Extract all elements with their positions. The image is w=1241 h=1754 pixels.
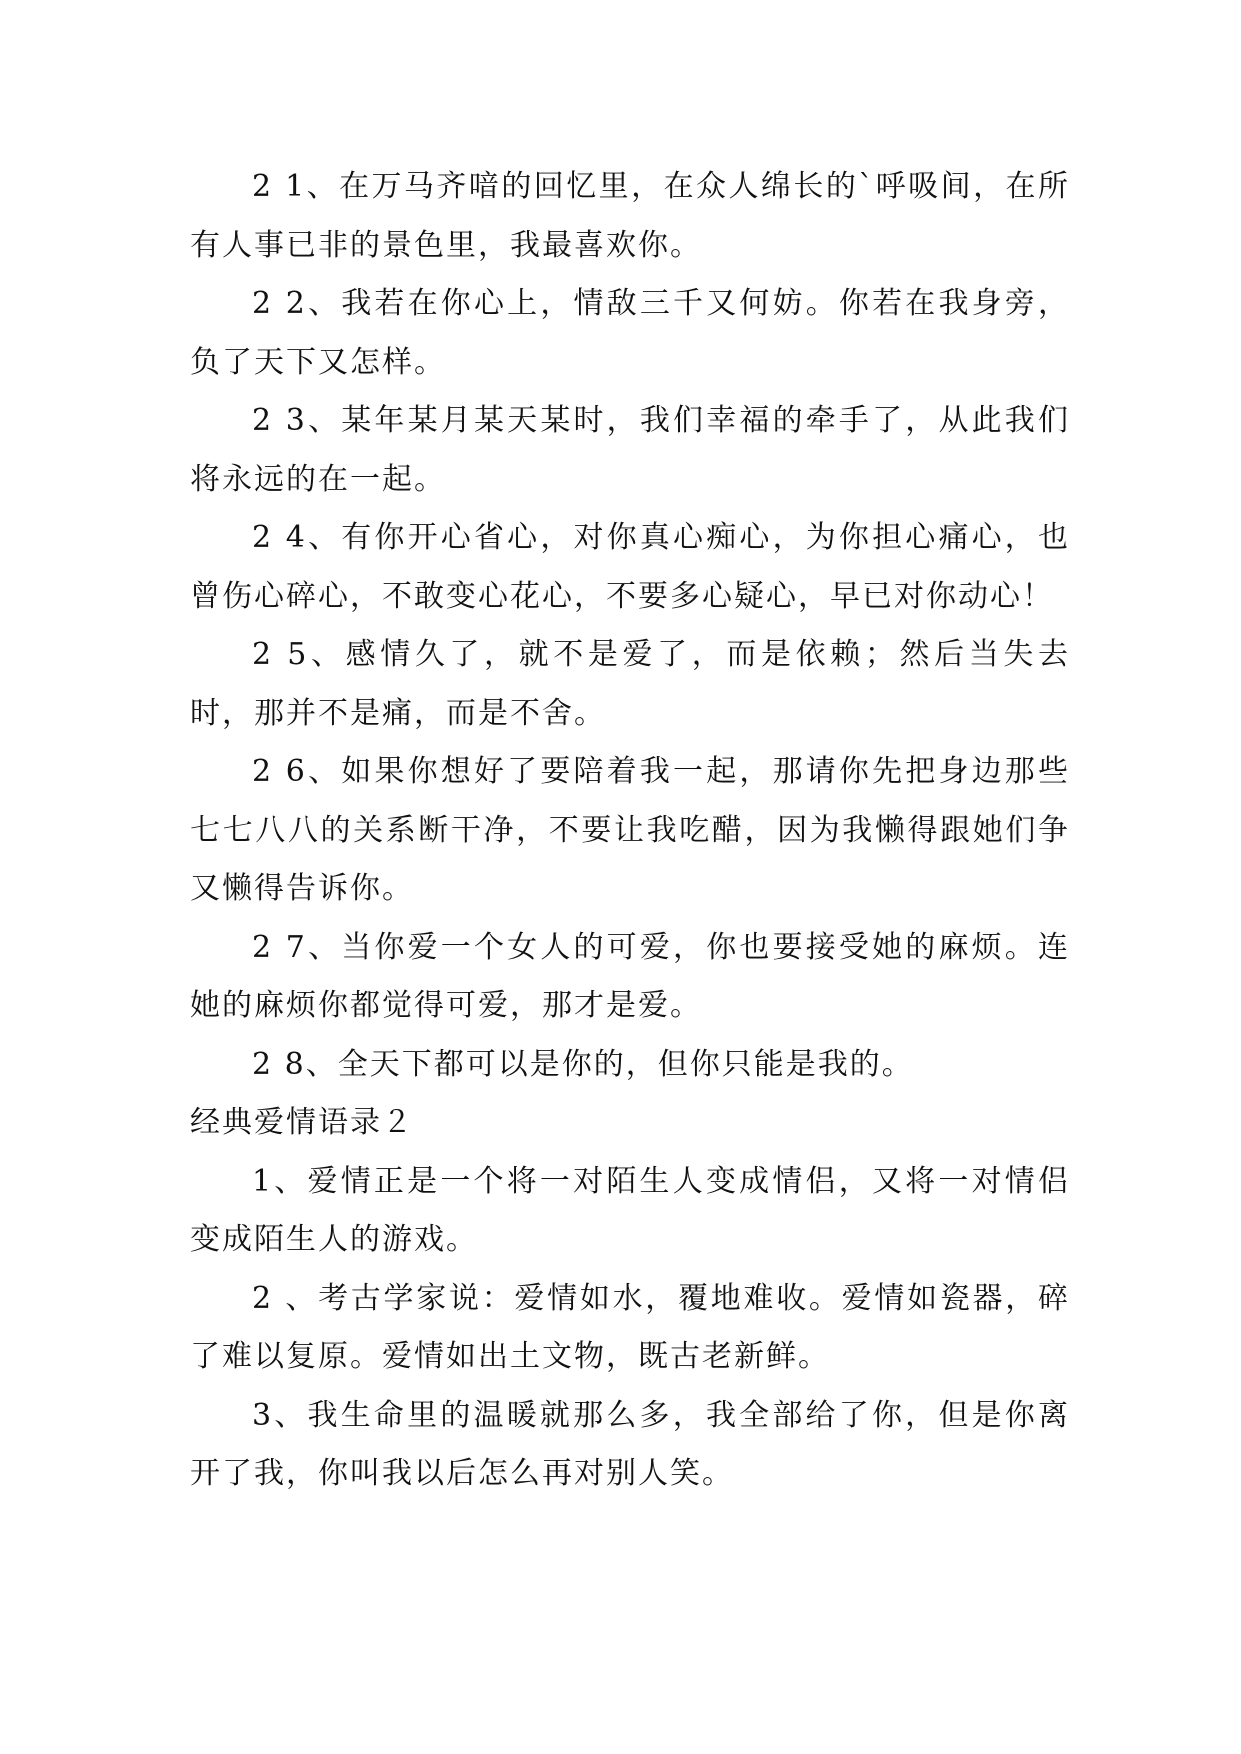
quote-paragraph-1: 1、爱情正是一个将一对陌生人变成情侣，又将一对情侣变成陌生人的游戏。 (190, 1163, 1070, 1257)
quote-paragraph-24: 2 4、有你开心省心，对你真心痴心，为你担心痛心，也曾伤心碎心，不敢变心花心，不要多心疑心，早已对你动心！ (190, 520, 1070, 614)
quote-paragraph-23: 2 3、某年某月某天某时，我们幸福的牵手了，从此我们将永远的在一起。 (190, 403, 1070, 497)
quote-paragraph-26: 2 6、如果你想好了要陪着我一起，那请你先把身边那些七七八八的关系断干净，不要让我吃醋，因为我懒得跟她们争又懒得告诉你。 (190, 754, 1070, 906)
quote-paragraph-21: 2 1、在万马齐喑的回忆里，在众人绵长的`呼吸间，在所有人事已非的景色里，我最喜欢你。 (190, 169, 1070, 263)
quote-paragraph-25: 2 5、感情久了，就不是爱了，而是依赖；然后当失去时，那并不是痛，而是不舍。 (190, 637, 1070, 731)
section-heading: 经典爱情语录２ (190, 1105, 414, 1140)
quote-paragraph-28: 2 8、全天下都可以是你的，但你只能是我的。 (252, 1046, 914, 1082)
quote-paragraph-22: 2 2、我若在你心上，情敌三千又何妨。你若在我身旁，负了天下又怎样。 (190, 286, 1070, 380)
quote-paragraph-3: 3、我生命里的温暖就那么多，我全部给了你，但是你离开了我，你叫我以后怎么再对别人笑。 (190, 1397, 1070, 1491)
quote-paragraph-27: 2 7、当你爱一个女人的可爱，你也要接受她的麻烦。连她的麻烦你都觉得可爱，那才是爱。 (190, 929, 1070, 1023)
document-body (190, 158, 1070, 1504)
quote-paragraph-2: 2 、考古学家说：爱情如水，覆地难收。爱情如瓷器，碎了难以复原。爱情如出土文物，既古老新鲜。 (190, 1280, 1070, 1374)
